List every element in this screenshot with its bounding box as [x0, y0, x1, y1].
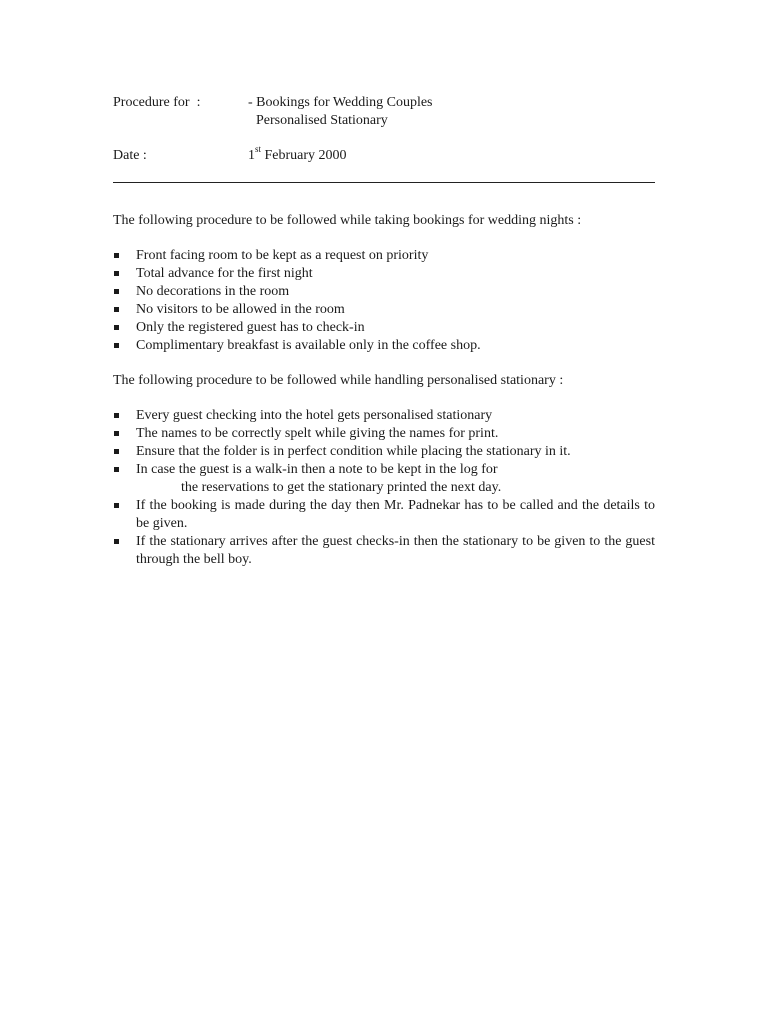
- list-item: In case the guest is a walk-in then a note to be kept in the log for the reservations to get the stationary printed the next day.: [113, 461, 655, 497]
- procedure-value: - Bookings for Wedding Couples: [248, 95, 433, 110]
- list-item: The names to be correctly spelt while giving the names for print.: [113, 425, 655, 443]
- bullet-icon: [114, 271, 119, 276]
- date-day: 1: [248, 148, 255, 163]
- list-item: No decorations in the room: [113, 283, 655, 301]
- bullet-icon: [114, 467, 119, 472]
- bullet-icon: [114, 325, 119, 330]
- date-ordinal-suffix: st: [255, 144, 262, 155]
- bullet-icon: [114, 307, 119, 312]
- bullet-icon: [114, 289, 119, 294]
- bullet-icon: [114, 343, 119, 348]
- list-item: If the stationary arrives after the guest checks-in then the stationary to be given to the guest through the bell boy.: [113, 533, 655, 569]
- date-month-year: February 2000: [261, 148, 347, 163]
- section2-intro: The following procedure to be followed while handling personalised stationary :: [113, 373, 564, 388]
- list-item: Every guest checking into the hotel gets personalised stationary: [113, 407, 655, 425]
- procedure-label: Procedure for :: [113, 95, 201, 110]
- bullet-icon: [114, 503, 119, 508]
- bullet-icon: [114, 413, 119, 418]
- list-item: Total advance for the first night: [113, 265, 655, 283]
- bullet-icon: [114, 431, 119, 436]
- procedure-value-line2: Personalised Stationary: [256, 113, 388, 128]
- section1-intro: The following procedure to be followed while taking bookings for wedding nights :: [113, 213, 582, 228]
- list-item: Only the registered guest has to check-in: [113, 319, 655, 337]
- section2-list: [113, 407, 655, 569]
- bullet-icon: [114, 449, 119, 454]
- list-item: No visitors to be allowed in the room: [113, 301, 655, 319]
- bullet-icon: [114, 539, 119, 544]
- bullet-icon: [114, 253, 119, 258]
- list-item-continuation: the reservations to get the stationary printed the next day.: [181, 480, 502, 495]
- list-item: Complimentary breakfast is available only in the coffee shop.: [113, 337, 655, 355]
- list-item: Front facing room to be kept as a request on priority: [113, 247, 655, 265]
- date-label: Date :: [113, 148, 147, 163]
- list-item: If the booking is made during the day then Mr. Padnekar has to be called and the details to be given.: [113, 497, 655, 533]
- header-divider: [113, 182, 655, 183]
- date-value: [248, 144, 347, 165]
- section1-list: [113, 247, 655, 355]
- list-item: Ensure that the folder is in perfect condition while placing the stationary in it.: [113, 443, 655, 461]
